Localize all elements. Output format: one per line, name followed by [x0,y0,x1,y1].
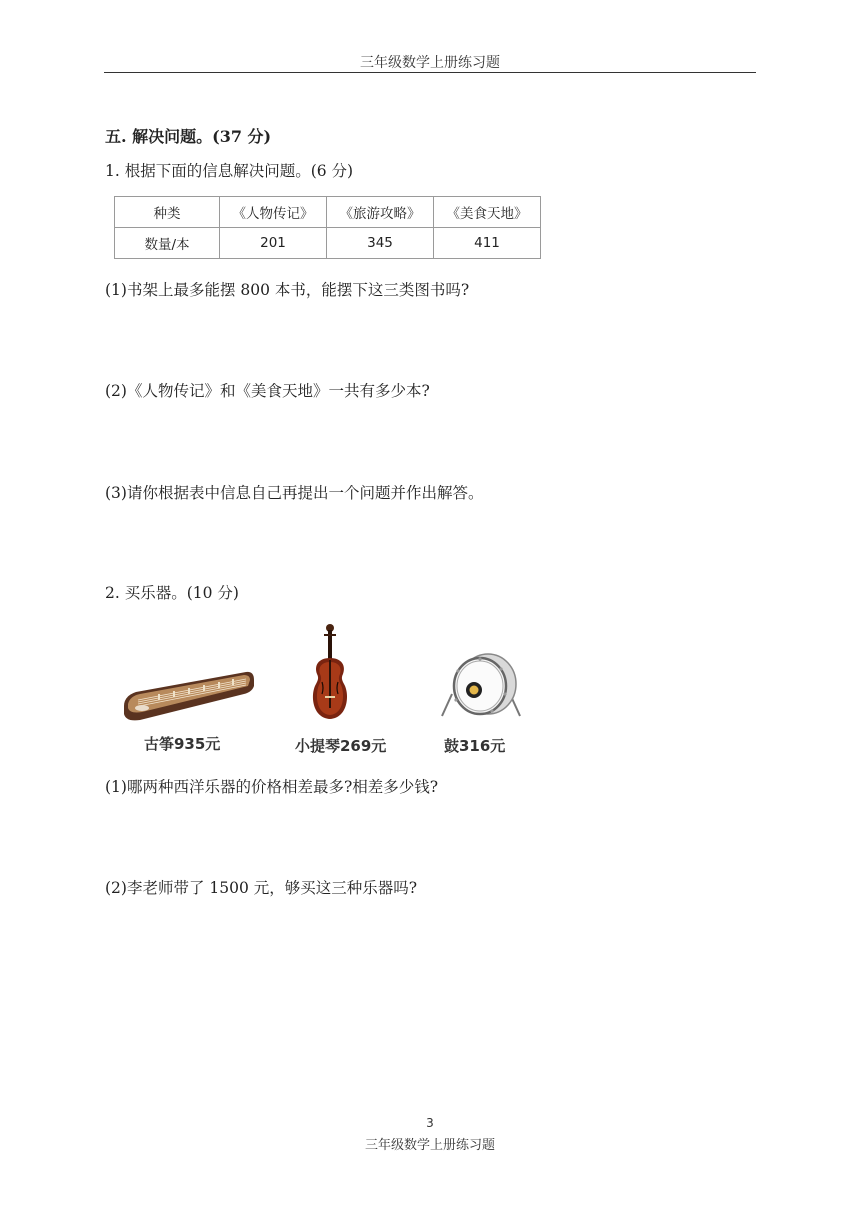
section-title: 五. 解决问题。(37 分) [105,127,272,146]
table-cell: 345 [327,228,434,259]
book-table [114,196,541,259]
drum-icon [438,650,524,722]
header-title: 三年级数学上册练习题 [360,55,500,71]
question-1-sub-1: (1)书架上最多能摆 800 本书，能摆下这三类图书吗? [105,281,470,299]
table-header-cell: 《人物传记》 [220,197,327,228]
question-1-intro: 1. 根据下面的信息解决问题。(6 分) [105,162,354,180]
violin-icon [304,622,356,722]
question-2-intro: 2. 买乐器。(10 分) [105,584,239,602]
question-1-sub-2: (2)《人物传记》和《美食天地》一共有多少本? [105,382,430,400]
page-number: 3 [426,1116,434,1130]
header-divider [104,72,756,73]
table-cell: 数量/本 [115,228,220,259]
table-header-cell: 《美食天地》 [434,197,541,228]
table-header-cell: 《旅游攻略》 [327,197,434,228]
question-2-sub-1: (1)哪两种西洋乐器的价格相差最多?相差多少钱? [105,778,439,796]
table-header-cell: 种类 [115,197,220,228]
guzheng-icon [118,660,258,726]
guzheng-price-label: 古筝935元 [144,735,221,753]
table-cell: 411 [434,228,541,259]
footer-title: 三年级数学上册练习题 [364,1138,495,1153]
question-2-sub-2: (2)李老师带了 1500 元，够买这三种乐器吗? [105,879,418,897]
question-1-sub-3: (3)请你根据表中信息自己再提出一个问题并作出解答。 [105,484,484,502]
table-cell: 201 [220,228,327,259]
violin-price-label: 小提琴269元 [295,737,387,755]
table-header-row [115,197,541,228]
drum-price-label: 鼓316元 [444,737,506,755]
table-row [115,228,541,259]
